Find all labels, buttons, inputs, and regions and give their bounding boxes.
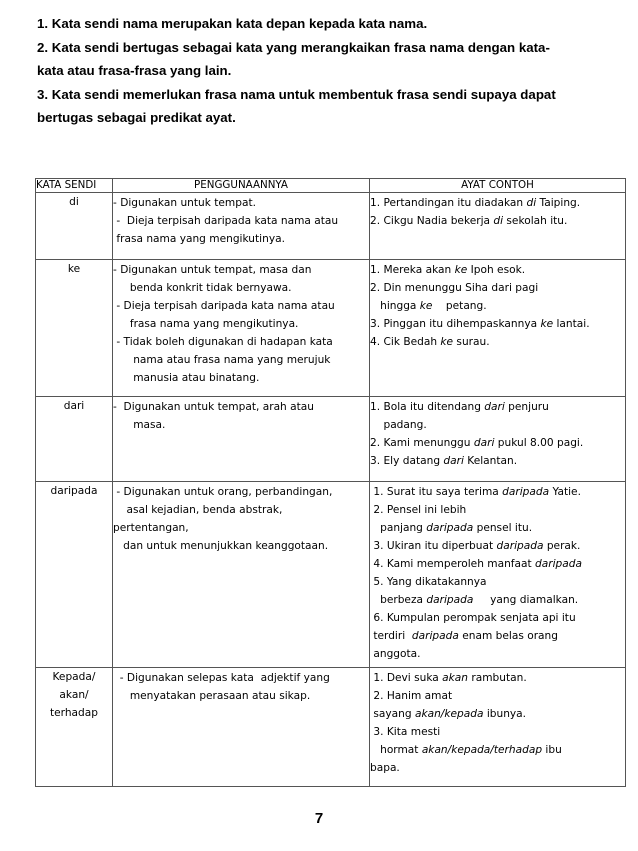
example-line <box>370 669 625 687</box>
example-text: 3. Ely datang <box>370 455 444 467</box>
example-text: 2. Pensel ini lebih <box>370 504 467 516</box>
example-text: 6. Kumpulan perompak senjata api itu <box>370 612 576 624</box>
intro-line: 1. Kata sendi nama merupakan kata depan kepada kata nama. <box>37 16 428 31</box>
example-text: 2. Din menunggu Siha dari pagi <box>370 282 539 294</box>
example-text: ibu <box>542 744 562 756</box>
example-text: enam belas orang <box>458 630 558 642</box>
example-line <box>370 416 625 434</box>
example-keyword: daripada <box>426 522 474 534</box>
example-text: 1. Pertandingan itu diadakan <box>370 197 527 209</box>
kata-sendi-table <box>35 178 626 787</box>
example-keyword: dari <box>443 455 464 467</box>
usage-line: dan untuk menunjukkan keanggotaan. <box>113 540 329 552</box>
example-line <box>370 759 625 777</box>
example-text: penjuru <box>504 401 549 413</box>
example-text: Kelantan. <box>463 455 518 467</box>
example-text: bapa. <box>370 762 400 774</box>
usage-cell <box>113 668 370 787</box>
examples-cell <box>370 668 626 787</box>
example-line <box>370 483 625 501</box>
example-keyword: akan <box>442 672 468 684</box>
usage-line: nama atau frasa nama yang merujuk <box>113 354 331 366</box>
usage-line: asal kejadian, benda abstrak, <box>113 504 283 516</box>
example-keyword: dari <box>484 401 505 413</box>
example-text: hormat <box>370 744 422 756</box>
usage-line: frasa nama yang mengikutinya. <box>113 233 285 245</box>
usage-line: menyatakan perasaan atau sikap. <box>113 690 311 702</box>
usage-line: - Dieja terpisah daripada kata nama atau <box>113 300 335 312</box>
example-keyword: daripada <box>411 630 459 642</box>
intro-line: bertugas sebagai predikat ayat. <box>37 110 236 125</box>
example-text: terdiri <box>370 630 412 642</box>
example-keyword: daripada <box>496 540 544 552</box>
example-text: 3. Pinggan itu dihempaskannya <box>370 318 541 330</box>
example-text: yang diamalkan. <box>473 594 579 606</box>
example-text: hingga <box>370 300 420 312</box>
usage-cell <box>113 260 370 397</box>
example-line <box>370 452 625 470</box>
example-text: sekolah itu. <box>503 215 568 227</box>
example-text: ibunya. <box>483 708 527 720</box>
examples-cell <box>370 482 626 668</box>
example-text: perak. <box>543 540 581 552</box>
example-text: 2. Cikgu Nadia bekerja <box>370 215 494 227</box>
example-text: 3. Ukiran itu diperbuat <box>370 540 497 552</box>
example-line <box>370 501 625 519</box>
example-keyword: ke <box>440 336 454 348</box>
example-text: 4. Kami memperoleh manfaat <box>370 558 536 570</box>
example-keyword: daripada <box>502 486 550 498</box>
example-keyword: daripada <box>426 594 474 606</box>
example-line <box>370 537 625 555</box>
kata-sendi-ke: ke <box>36 260 113 397</box>
example-line <box>370 723 625 741</box>
kata-sendi-di: di <box>36 193 113 260</box>
usage-line: benda konkrit tidak bernyawa. <box>113 282 292 294</box>
intro-line: 2. Kata sendi bertugas sebagai kata yang merangkaikan frasa nama dengan kata- <box>37 39 550 55</box>
usage-line: - Digunakan untuk tempat, arah atau <box>113 401 314 413</box>
intro-notes <box>37 12 607 130</box>
usage-line: pertentangan, <box>113 522 189 534</box>
kata-sendi-daripada: daripada <box>36 482 113 668</box>
kata-sendi-kepada-akan-terhadap <box>36 668 113 787</box>
example-text: Ipoh esok. <box>467 264 526 276</box>
example-text: padang. <box>370 419 427 431</box>
header-kata-sendi: KATA SENDI <box>36 179 113 193</box>
example-text: 1. Surat itu saya terima <box>370 486 503 498</box>
example-line <box>370 573 625 591</box>
example-keyword: akan/kepada <box>414 708 484 720</box>
example-text: 4. Cik Bedah <box>370 336 441 348</box>
example-keyword: ke <box>540 318 554 330</box>
example-line <box>370 591 625 609</box>
examples-cell <box>370 260 626 397</box>
usage-cell <box>113 193 370 260</box>
usage-line: - Tidak boleh digunakan di hadapan kata <box>113 336 333 348</box>
header-penggunaannya: PENGGUNAANNYA <box>113 179 370 193</box>
example-keyword: di <box>493 215 504 227</box>
table-row-dari <box>36 397 626 482</box>
examples-cell <box>370 397 626 482</box>
example-text: anggota. <box>370 648 421 660</box>
example-text: 2. Kami menunggu <box>370 437 474 449</box>
example-text: Yatie. <box>549 486 581 498</box>
usage-cell <box>113 482 370 668</box>
example-line <box>370 315 625 333</box>
example-text: 1. Mereka akan <box>370 264 455 276</box>
kata-sendi-dari: dari <box>36 397 113 482</box>
word-line: terhadap <box>50 707 98 719</box>
example-line <box>370 705 625 723</box>
example-text: 2. Hanim amat <box>370 690 453 702</box>
example-keyword: akan/kepada/terhadap <box>421 744 543 756</box>
table-header-row <box>36 179 626 193</box>
example-keyword: ke <box>419 300 433 312</box>
usage-line: - Digunakan untuk tempat. <box>113 197 256 209</box>
example-line <box>370 261 625 279</box>
example-line <box>370 212 625 230</box>
example-keyword: di <box>526 197 537 209</box>
table-row-kepada-akan-terhadap <box>36 668 626 787</box>
example-text: petang. <box>432 300 487 312</box>
examples-cell <box>370 193 626 260</box>
usage-line: - Digunakan selepas kata adjektif yang <box>113 672 330 684</box>
table-row-ke <box>36 260 626 397</box>
usage-line: - Digunakan untuk orang, perbandingan, <box>113 486 333 498</box>
header-ayat-contoh: AYAT CONTOH <box>370 179 626 193</box>
example-keyword: ke <box>454 264 468 276</box>
usage-line: manusia atau binatang. <box>113 372 260 384</box>
example-text: pukul 8.00 pagi. <box>494 437 584 449</box>
example-text: Taiping. <box>536 197 581 209</box>
word-line: Kepada/ <box>52 671 96 683</box>
intro-line: kata atau frasa-frasa yang lain. <box>37 63 232 78</box>
example-line <box>370 279 625 297</box>
word-line: akan/ <box>59 689 89 701</box>
example-text: berbeza <box>370 594 427 606</box>
usage-line: - Dieja terpisah daripada kata nama atau <box>113 215 339 227</box>
example-text: 5. Yang dikatakannya <box>370 576 487 588</box>
example-line <box>370 194 625 212</box>
example-text: surau. <box>453 336 490 348</box>
example-text: 3. Kita mesti <box>370 726 441 738</box>
example-line <box>370 333 625 351</box>
example-line <box>370 687 625 705</box>
example-line <box>370 519 625 537</box>
example-line <box>370 434 625 452</box>
table-row-di <box>36 193 626 260</box>
example-text: rambutan. <box>467 672 527 684</box>
example-line <box>370 627 625 645</box>
example-text: 1. Devi suka <box>370 672 443 684</box>
example-line <box>370 645 625 663</box>
example-line <box>370 609 625 627</box>
example-text: lantai. <box>553 318 590 330</box>
example-line <box>370 398 625 416</box>
example-text: 1. Bola itu ditendang <box>370 401 485 413</box>
example-keyword: daripada <box>535 558 582 570</box>
intro-line: 3. Kata sendi memerlukan frasa nama untuk membentuk frasa sendi supaya dapat <box>37 86 556 102</box>
example-text: sayang <box>370 708 415 720</box>
example-text: pensel itu. <box>473 522 533 534</box>
example-line <box>370 297 625 315</box>
example-text: panjang <box>370 522 427 534</box>
example-line <box>370 741 625 759</box>
usage-line: masa. <box>113 419 166 431</box>
example-keyword: dari <box>473 437 495 449</box>
table-row-daripada <box>36 482 626 668</box>
usage-cell <box>113 397 370 482</box>
usage-line: - Digunakan untuk tempat, masa dan <box>113 264 312 276</box>
usage-line: frasa nama yang mengikutinya. <box>113 318 299 330</box>
example-line <box>370 555 625 573</box>
page-number: 7 <box>314 810 324 827</box>
